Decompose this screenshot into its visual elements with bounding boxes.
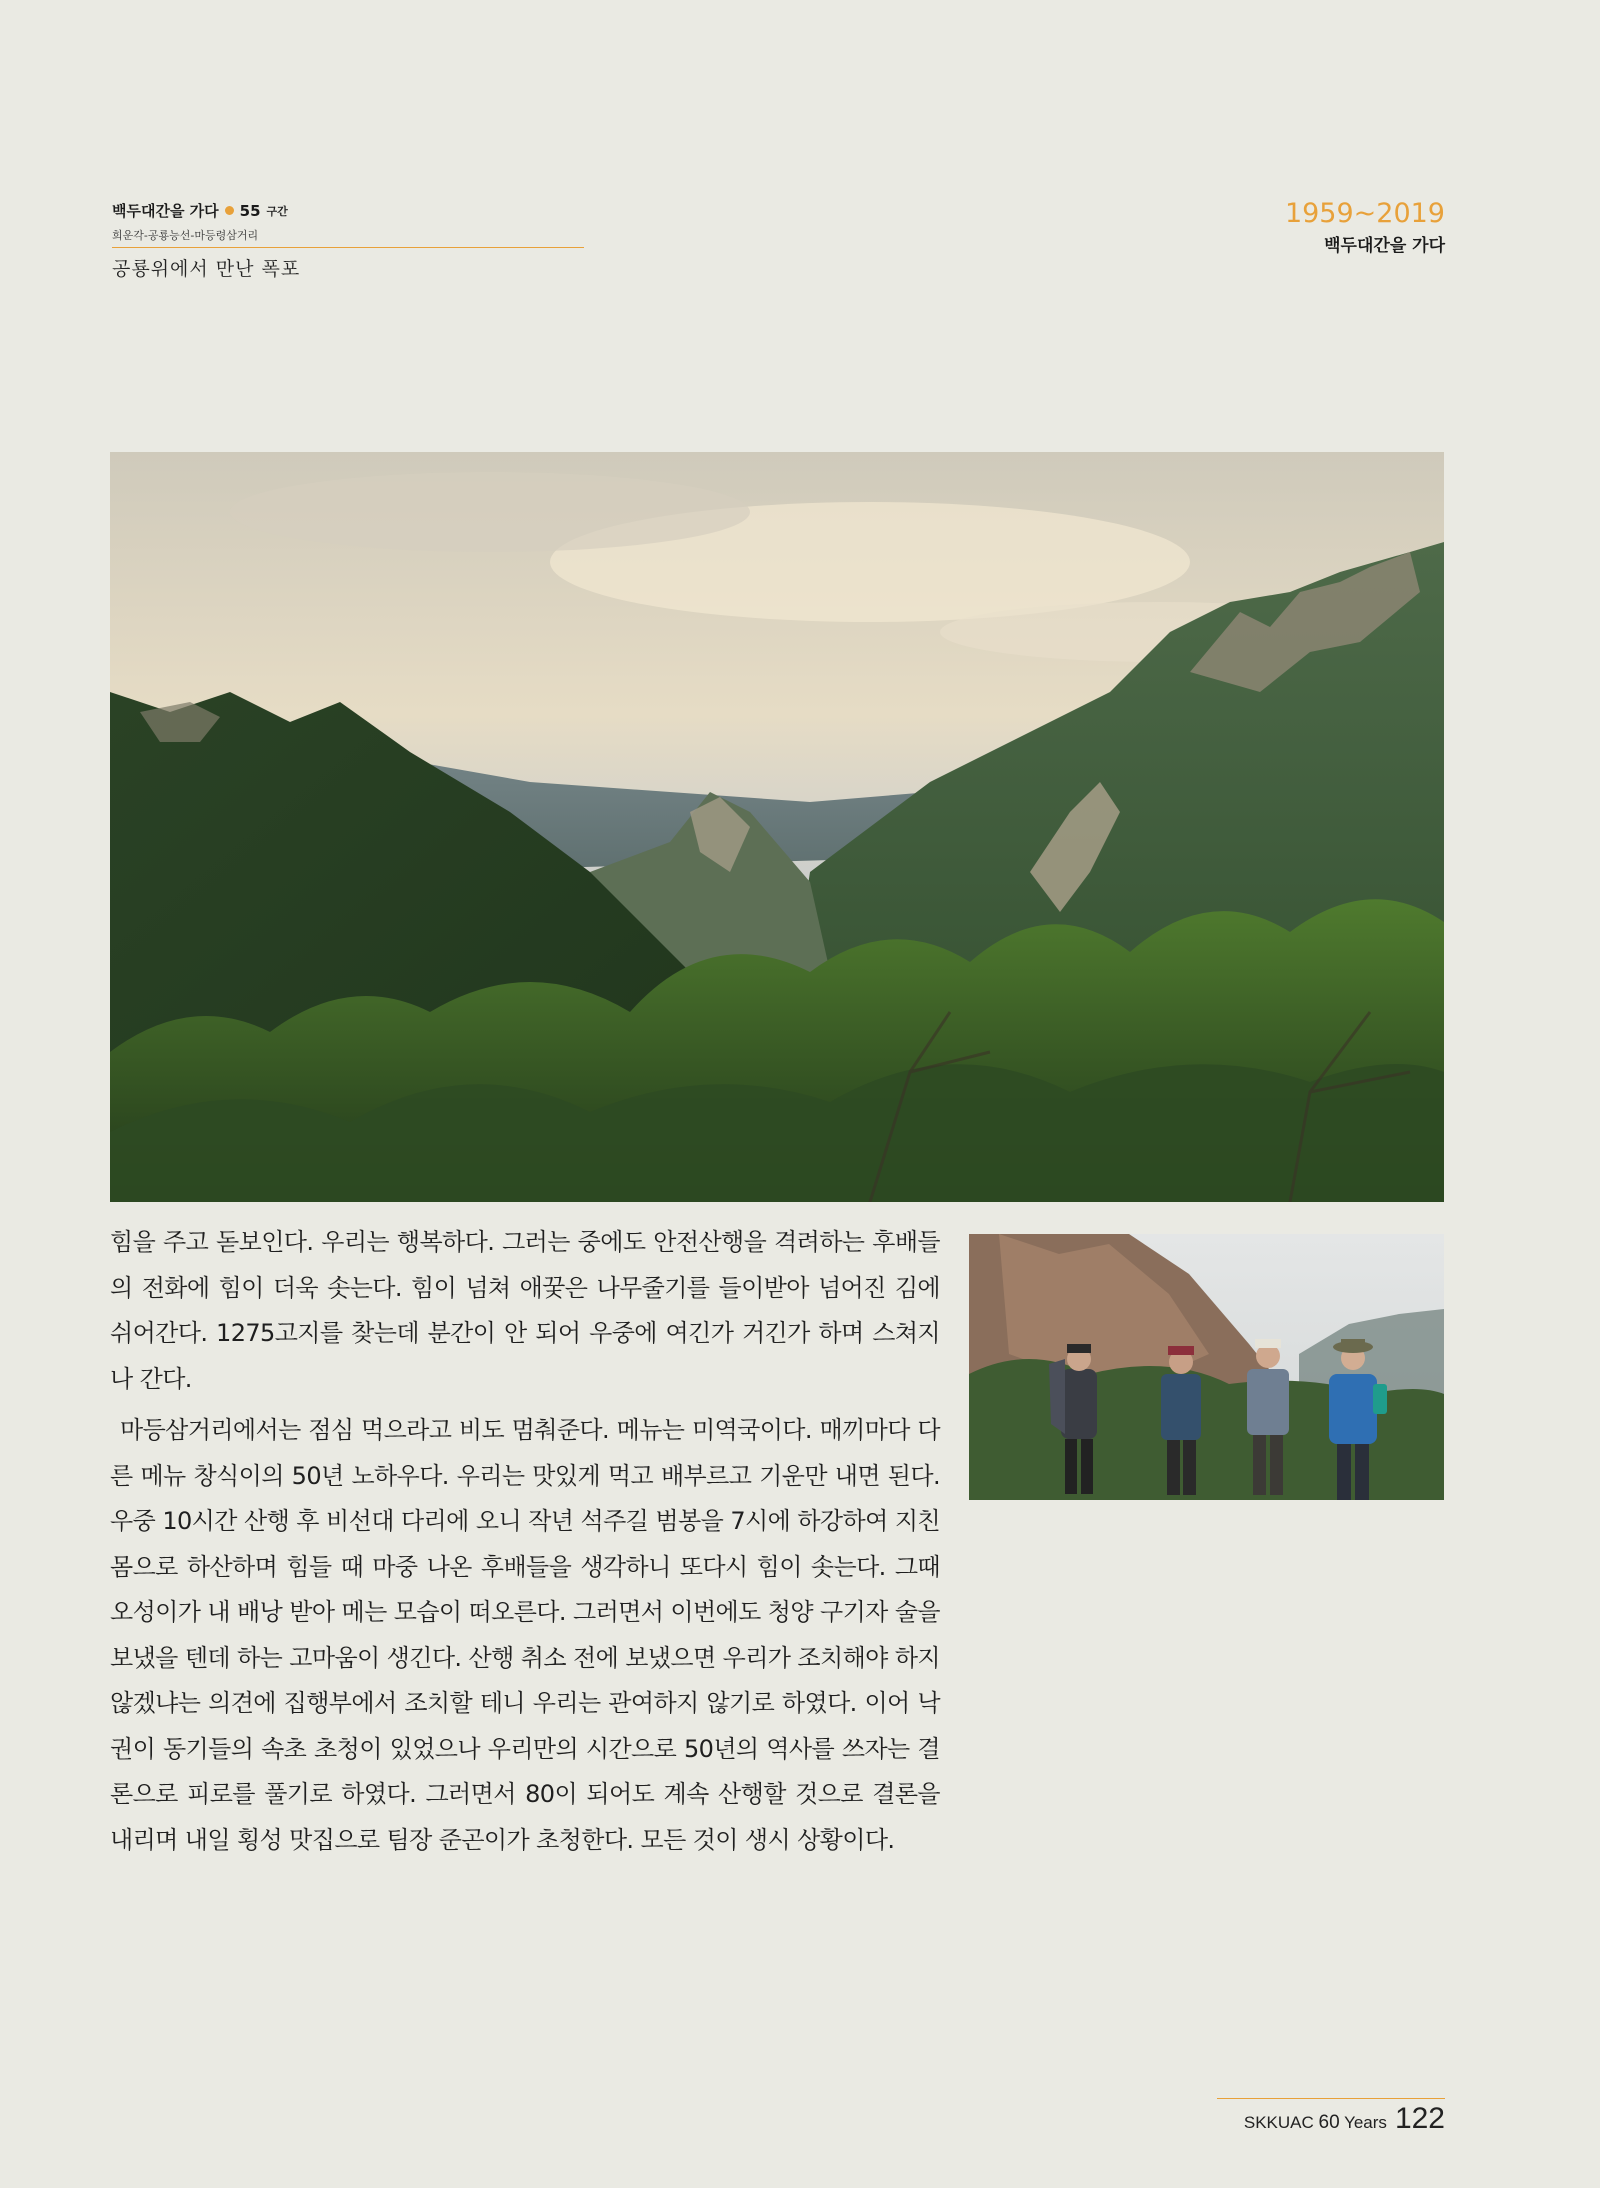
page-number: 122 [1394,2102,1445,2135]
years-range: 1959~2019 [1284,198,1445,229]
paragraph: 마등삼거리에서는 점심 먹으라고 비도 멈춰준다. 메뉴는 미역국이다. 매끼마다 다른 메뉴 창식이의 50년 노하우다. 우리는 맛있게 먹고 배부르고 기운만 내면 된다. 우중 10시간 산행 후 비선대 다리에 오니 작년 석주길 범봉을 7시에 하강하여 지친 몸으로 하산하며 힘들 때 마중 나온 후배들을 생각하니 또다시 힘이 솟는다. 그때 오성이가 내 배낭 받아 메는 모습이 떠오른다. 그러면서 이번에도 청양 구기자 술을 보냈을 텐데 하는 고마움이 생긴다. 산행 취소 전에 보냈으면 우리가 조치해야 하지 않겠냐는 의견에 집행부에서 조치할 테니 우리는 관여하지 않기로 하였다. 이어 낙권이 동기들의 속초 초청이 있었으나 우리만의 시간으로 50년의 역사를 쓰자는 결론으로 피로를 풀기로 하였다. 그러면서 80이 되어도 계속 산행할 것으로 결론을 내리며 내일 횡성 맛집으로 팀장 준곤이가 초청한다. 모든 것이 생시 상황이다. [110,1416,940,1854]
article-subtitle: 공룡위에서 만난 폭포 [112,258,301,280]
hikers-image [969,1234,1444,1500]
hikers-group-photo [969,1234,1444,1500]
section-unit: 구간 [266,204,288,218]
magazine-name [1244,2112,1387,2134]
years-word: Years [1344,2113,1387,2132]
article-body [110,1220,940,1863]
series-title-text: 백두대간을 가다 [112,202,219,220]
paragraph: 힘을 주고 돋보인다. 우리는 행복하다. 그러는 중에도 안전산행을 격려하는 후배들의 전화에 힘이 더욱 솟는다. 힘이 넘쳐 애꿎은 나무줄기를 들이받아 넘어진 김에 쉬어간다. 1275고지를 찾는데 분간이 안 되어 우중에 여긴가 거긴가 하며 스쳐지나 간다. [110,1228,940,1393]
mountain-valley-photo [110,452,1444,1202]
header-divider [112,247,584,248]
years-number: 60 [1318,2112,1340,2133]
series-name: 백두대간을 가다 [1324,236,1445,256]
section-number: 55 [239,201,261,220]
running-header [112,200,584,281]
section-brand [1285,198,1445,256]
bullet-dot-icon [225,206,234,215]
route-label: 희운각-공룡능선-마등령삼거리 [112,229,259,242]
footer-divider [1217,2098,1445,2099]
magazine-title: SKKUAC [1243,2113,1314,2132]
mountain-landscape-image [110,452,1444,1202]
page-footer [1244,2104,1445,2134]
series-title [112,200,584,221]
